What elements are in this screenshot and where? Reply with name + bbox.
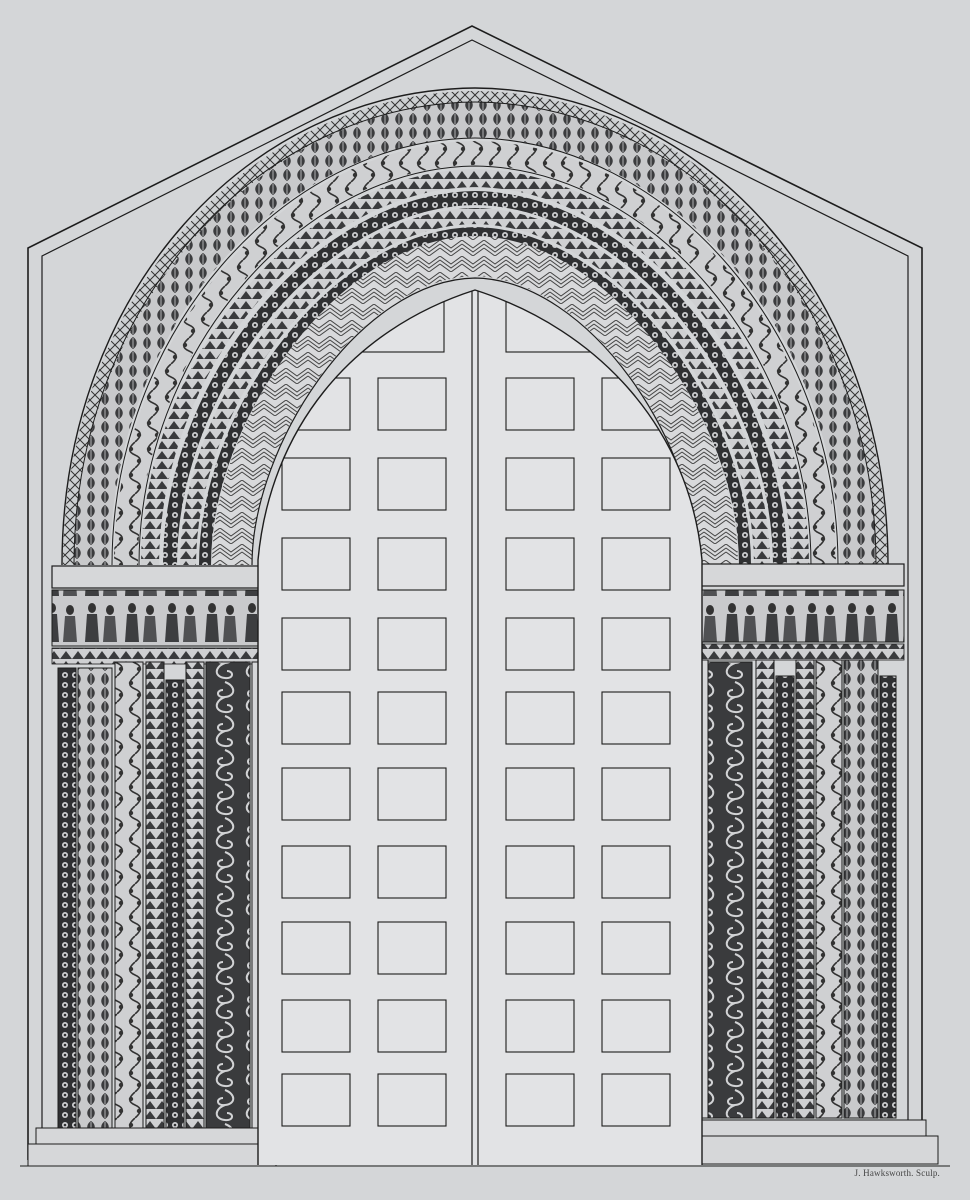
left-jamb <box>28 566 278 1166</box>
double-doors <box>258 280 702 1170</box>
engraver-signature: J. Hawksworth. Sculp. <box>854 1168 940 1178</box>
